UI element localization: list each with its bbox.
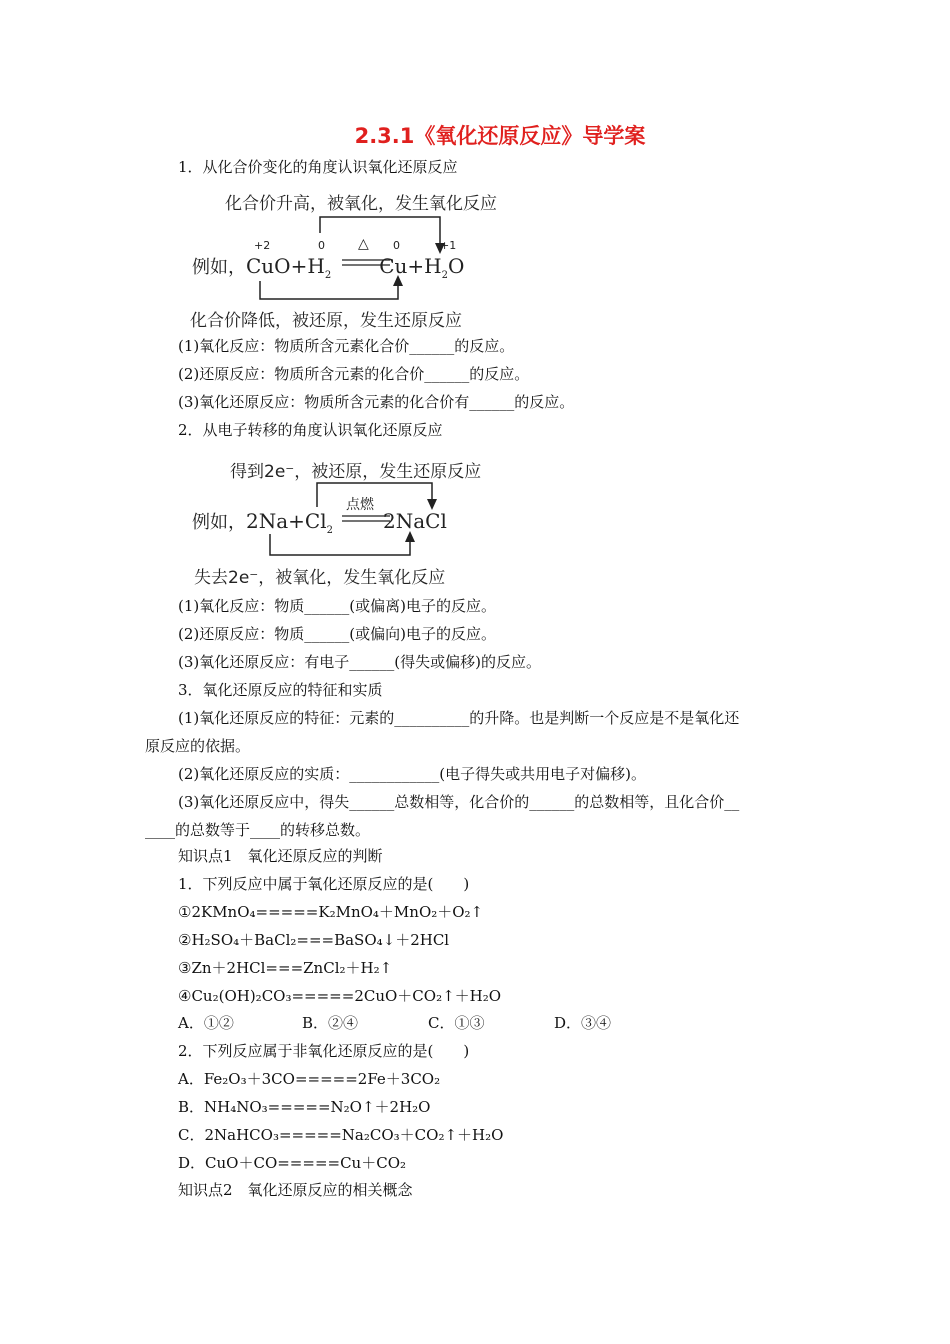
q1-equation-2: ②H₂SO₄＋BaCl₂===BaSO₄↓＋2HCl <box>178 931 450 949</box>
s3-item-1-line-2: 原反应的依据。 <box>145 737 251 755</box>
reactant-h2: $H_2$ <box>307 254 332 281</box>
s2-item-2: (2)还原反应：物质______(或偏向)电子的反应。 <box>178 625 496 643</box>
s2-item-1: (1)氧化反应：物质______(或偏离)电子的反应。 <box>178 597 496 615</box>
plus-sign: + <box>290 254 308 278</box>
oxidation-state-h-in-h2: 0 <box>318 239 325 252</box>
oxidation-state-cu: 0 <box>393 239 400 252</box>
s3-item-3-line-1: (3)氧化还原反应中，得失______总数相等，化合价的______的总数相等，且化合价__ <box>178 793 740 811</box>
q1-option-c: C．①③ <box>428 1014 485 1032</box>
section1-heading: 1．从化合价变化的角度认识氧化还原反应 <box>178 158 458 176</box>
q1-option-b: B．②④ <box>302 1014 359 1032</box>
s3-item-1-line-1: (1)氧化还原反应的特征：元素的__________的升降。也是判断一个反应是不是氧化还 <box>178 709 740 727</box>
heating-condition-symbol: △ <box>358 236 369 252</box>
s3-item-3-line-2: ____的总数等于____的转移总数。 <box>145 821 371 839</box>
product-h2o: $H_2O$ <box>424 254 465 281</box>
q1-equation-4: ④Cu₂(OH)₂CO₃=====2CuO＋CO₂↑＋H₂O <box>178 987 502 1005</box>
q1-equation-3: ③Zn＋2HCl===ZnCl₂＋H₂↑ <box>178 959 393 977</box>
example-prefix: 例如， <box>192 512 246 533</box>
q1-stem: 1．下列反应中属于氧化还原反应的是( ) <box>178 875 470 893</box>
ignition-condition: 点燃 <box>346 497 374 513</box>
knowledge-point-1-heading: 知识点1 氧化还原反应的判断 <box>178 847 383 865</box>
s1-item-3: (3)氧化还原反应：物质所含元素的化合价有______的反应。 <box>178 393 575 411</box>
electron-arrows <box>0 0 950 600</box>
product-cu: Cu <box>379 254 408 278</box>
plus-sign: + <box>288 509 305 533</box>
q1-option-d: D．③④ <box>554 1014 612 1032</box>
lose-electrons-label: 失去2e⁻，被氧化，发生氧化反应 <box>194 568 446 588</box>
page-title: 2.3.1《氧化还原反应》导学案 <box>354 124 646 148</box>
q2-option-d: D．CuO＋CO=====Cu＋CO₂ <box>178 1154 407 1172</box>
electron-transfer-diagram <box>0 0 950 600</box>
valence-decrease-label: 化合价降低，被还原，发生还原反应 <box>190 311 462 331</box>
q1-option-a: A．①② <box>178 1014 234 1032</box>
s1-item-2: (2)还原反应：物质所含元素的化合价______的反应。 <box>178 365 530 383</box>
plus-sign: + <box>407 254 425 278</box>
gain-electrons-label: 得到2e⁻，被还原，发生还原反应 <box>230 462 482 482</box>
knowledge-point-2-heading: 知识点2 氧化还原反应的相关概念 <box>178 1181 413 1199</box>
s2-item-3: (3)氧化还原反应：有电子______(得失或偏移)的反应。 <box>178 653 541 671</box>
example-prefix: 例如， <box>192 257 246 278</box>
reaction-equation-2 <box>192 508 447 536</box>
reactant-cl2: $Cl_2$ <box>304 509 333 536</box>
q2-option-a: A．Fe₂O₃＋3CO=====2Fe＋3CO₂ <box>178 1070 441 1088</box>
reactant-cuo: CuO <box>246 254 291 278</box>
section3-heading: 3．氧化还原反应的特征和实质 <box>178 681 383 699</box>
product-nacl: 2NaCl <box>383 509 447 533</box>
q2-option-c: C．2NaHCO₃=====Na₂CO₃＋CO₂↑＋H₂O <box>178 1126 504 1144</box>
section2-heading: 2．从电子转移的角度认识氧化还原反应 <box>178 421 443 439</box>
valence-increase-label: 化合价升高，被氧化，发生氧化反应 <box>225 194 497 214</box>
q2-stem: 2．下列反应属于非氧化还原反应的是( ) <box>178 1042 470 1060</box>
s1-item-1: (1)氧化反应：物质所含元素化合价______的反应。 <box>178 337 515 355</box>
reactant-na: 2Na <box>246 509 289 533</box>
q2-option-b: B．NH₄NO₃=====N₂O↑＋2H₂O <box>178 1098 431 1116</box>
q1-equation-1: ①2KMnO₄=====K₂MnO₄＋MnO₂＋O₂↑ <box>178 903 484 921</box>
oxidation-state-cu-in-cuo: +2 <box>254 239 271 252</box>
oxidation-state-h-in-h2o: +1 <box>440 239 457 252</box>
s3-item-2: (2)氧化还原反应的实质：____________(电子得失或共用电子对偏移)。 <box>178 765 646 783</box>
